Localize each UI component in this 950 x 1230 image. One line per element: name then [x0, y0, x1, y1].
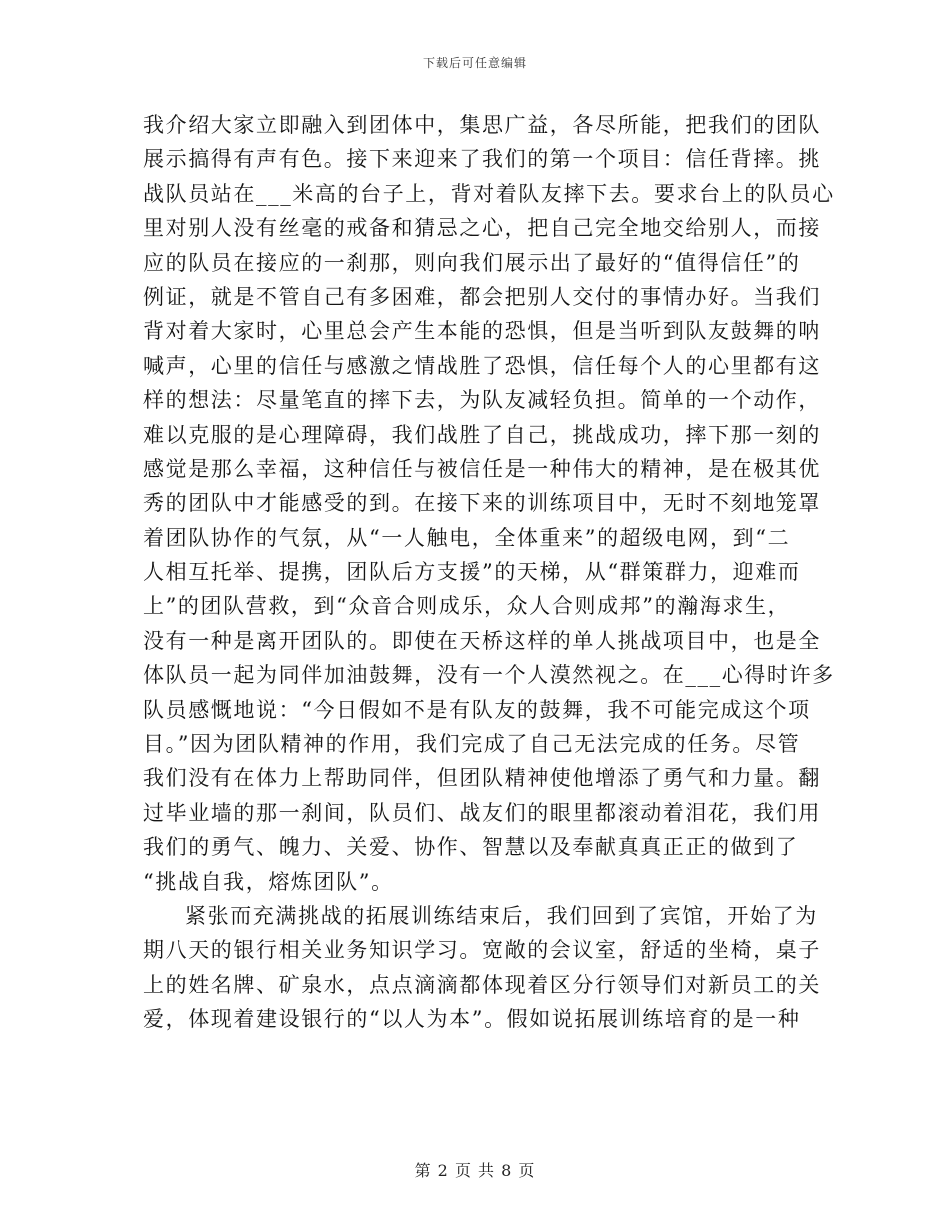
- body-line: 难以克服的是心理障碍，我们战胜了自己，挑战成功，摔下那一刻的: [143, 422, 821, 447]
- body-line: 里对别人没有丝毫的戒备和猜忌之心，把自己完全地交给别人，而接: [143, 216, 821, 241]
- body-line: 战队员站在___米高的台子上，背对着队友摔下去。要求台上的队员心: [143, 181, 835, 206]
- paragraph-first-line: 紧张而充满挑战的拓展训练结束后，我们回到了宾馆，开始了为: [185, 903, 818, 928]
- page-number: 第 2 页 共 8 页: [414, 1161, 536, 1180]
- body-line: 感觉是那么幸福，这种信任与被信任是一种伟大的精神，是在极其优: [143, 456, 821, 481]
- body-line: “挑战自我，熔炼团队”。: [143, 869, 394, 894]
- body-line: 爱，体现着建设银行的“以人为本”。假如说拓展训练培育的是一种: [143, 1007, 801, 1032]
- body-line: 着团队协作的气氛，从“一人触电，全体重来”的超级电网，到“二: [143, 525, 791, 550]
- body-line: 应的队员在接应的一刹那，则向我们展示出了最好的“值得信任”的: [143, 250, 801, 275]
- body-line: 我们的勇气、魄力、关爱、协作、智慧以及奉献真真正正的做到了: [143, 835, 799, 860]
- body-line: 例证，就是不管自己有多困难，都会把别人交付的事情办好。当我们: [143, 284, 821, 309]
- body-line: 目。”因为团队精神的作用，我们完成了自己无法完成的任务。尽管: [143, 732, 801, 757]
- body-line: 我介绍大家立即融入到团体中，集思广益，各尽所能，把我们的团队: [143, 113, 821, 137]
- body-text: [143, 108, 835, 1037]
- body-line: 我们没有在体力上帮助同伴，但团队精神使他增添了勇气和力量。翻: [143, 766, 821, 791]
- body-line: 上”的团队营救，到“众音合则成乐，众人合则成邦”的瀚海求生，: [143, 594, 791, 619]
- body-line: 没有一种是离开团队的。即使在天桥这样的单人挑战项目中，也是全: [143, 628, 821, 653]
- body-line: 期八天的银行相关业务知识学习。宽敞的会议室，舒适的坐椅，桌子: [143, 938, 821, 963]
- body-line: 喊声，心里的信任与感激之情战胜了恐惧，信任每个人的心里都有这: [143, 353, 821, 378]
- body-line: 人相互托举、提携，团队后方支援”的天梯，从“群策群力，迎难而: [143, 560, 801, 585]
- body-line: 秀的团队中才能感受的到。在接下来的训练项目中，无时不刻地笼罩: [143, 491, 821, 516]
- page-header-note: 下载后可任意编辑: [422, 56, 527, 70]
- body-line: 队员感慨地说：“今日假如不是有队友的鼓舞，我不可能完成这个项: [143, 697, 811, 722]
- body-line: 体队员一起为同伴加油鼓舞，没有一个人漠然视之。在___心得时许多: [143, 663, 835, 688]
- body-line: 过毕业墙的那一刹间，队员们、战友们的眼里都滚动着泪花，我们用: [143, 800, 821, 825]
- body-line: 样的想法：尽量笔直的摔下去，为队友减轻负担。简单的一个动作，: [143, 388, 821, 413]
- body-line: 背对着大家时，心里总会产生本能的恐惧，但是当听到队友鼓舞的呐: [143, 319, 821, 344]
- body-line: 上的姓名牌、矿泉水，点点滴滴都体现着区分行领导们对新员工的关: [143, 972, 821, 997]
- body-line: 展示搞得有声有色。接下来迎来了我们的第一个项目：信任背摔。挑: [143, 147, 821, 172]
